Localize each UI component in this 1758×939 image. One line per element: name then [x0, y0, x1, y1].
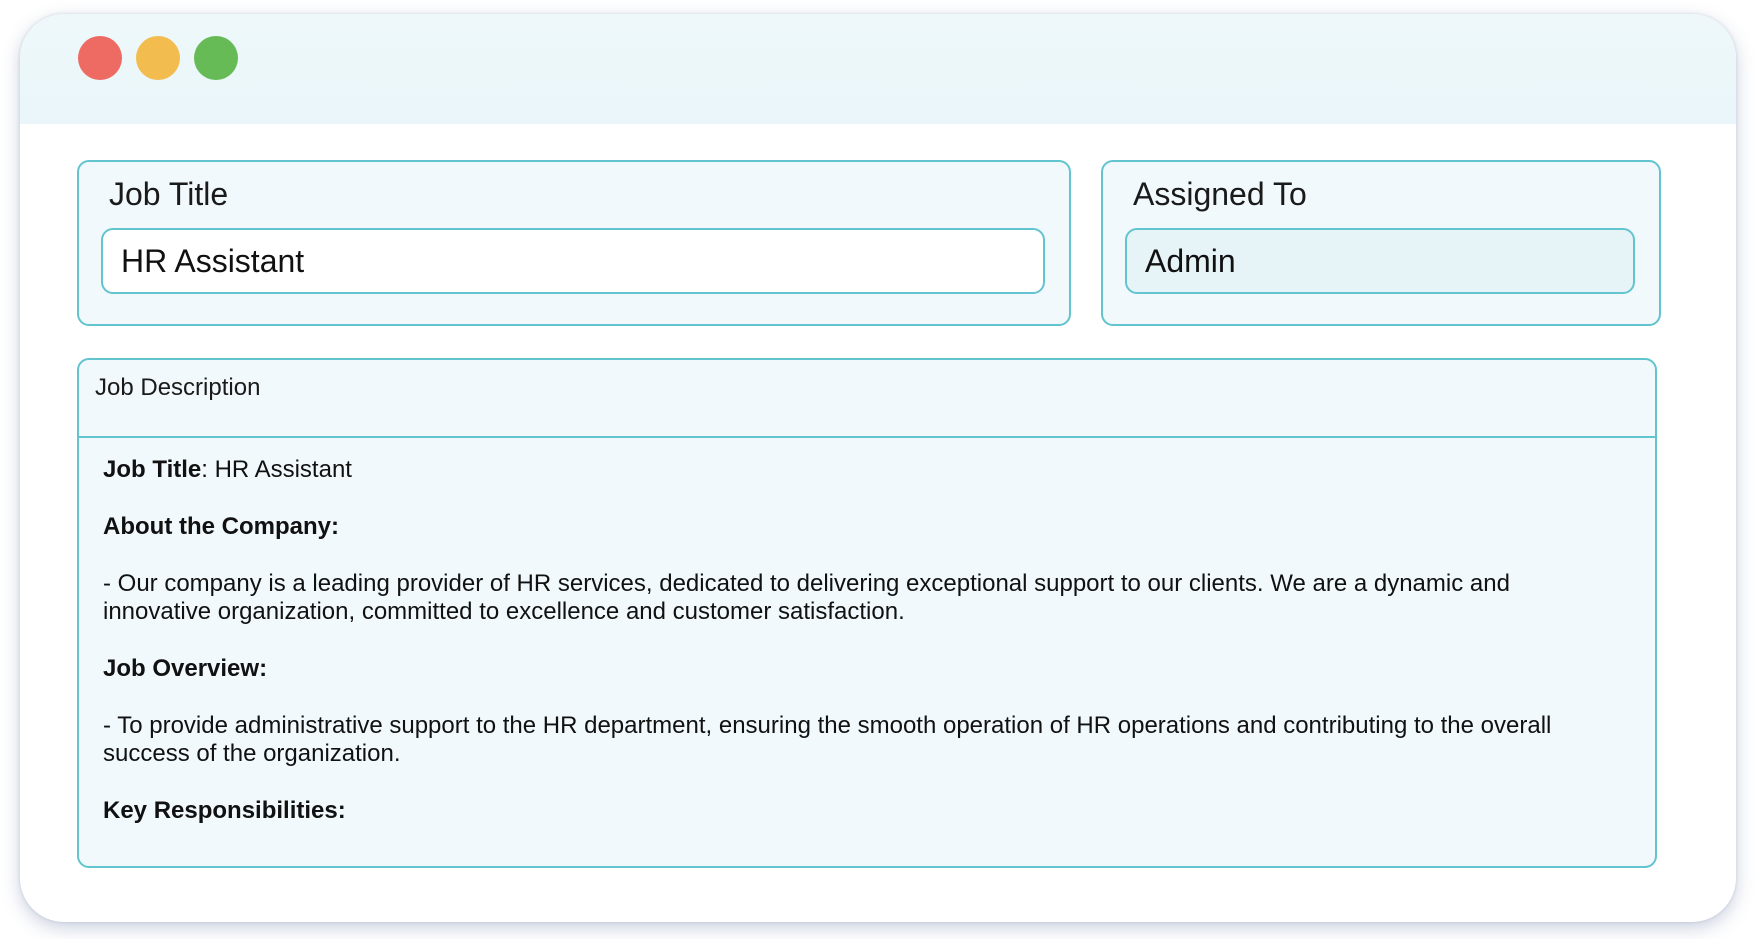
close-window-button[interactable] — [78, 36, 122, 80]
job-title-input[interactable]: HR Assistant — [101, 228, 1045, 294]
description-title-value: : HR Assistant — [201, 456, 352, 483]
assigned-to-card — [1101, 160, 1661, 326]
window-titlebar — [20, 14, 1736, 124]
about-text: - Our company is a leading provider of HR services, dedicated to delivering exceptional support to our clients. We are a dynamic and innovative organization, committed to excellence and customer satisfaction. — [103, 570, 1510, 625]
job-description-editor[interactable] — [103, 456, 1623, 854]
responsibilities-heading: Key Responsibilities: — [103, 797, 346, 824]
minimize-window-button[interactable] — [136, 36, 180, 80]
assigned-to-label: Assigned To — [1133, 176, 1307, 212]
maximize-window-button[interactable] — [194, 36, 238, 80]
app-window — [20, 14, 1736, 922]
description-title-label: Job Title — [103, 456, 202, 483]
job-title-label: Job Title — [109, 176, 229, 212]
description-title-line — [103, 456, 1623, 484]
overview-heading: Job Overview: — [103, 655, 268, 682]
overview-text: - To provide administrative support to the HR department, ensuring the smooth operation of HR operations and contributing to the overall success of the organization. — [103, 712, 1552, 767]
assigned-to-field[interactable]: Admin — [1125, 228, 1635, 294]
job-description-header — [79, 360, 1655, 438]
job-description-panel — [77, 358, 1657, 868]
job-title-card — [77, 160, 1071, 326]
about-heading: About the Company: — [103, 513, 339, 540]
job-description-label: Job Description — [95, 374, 261, 401]
